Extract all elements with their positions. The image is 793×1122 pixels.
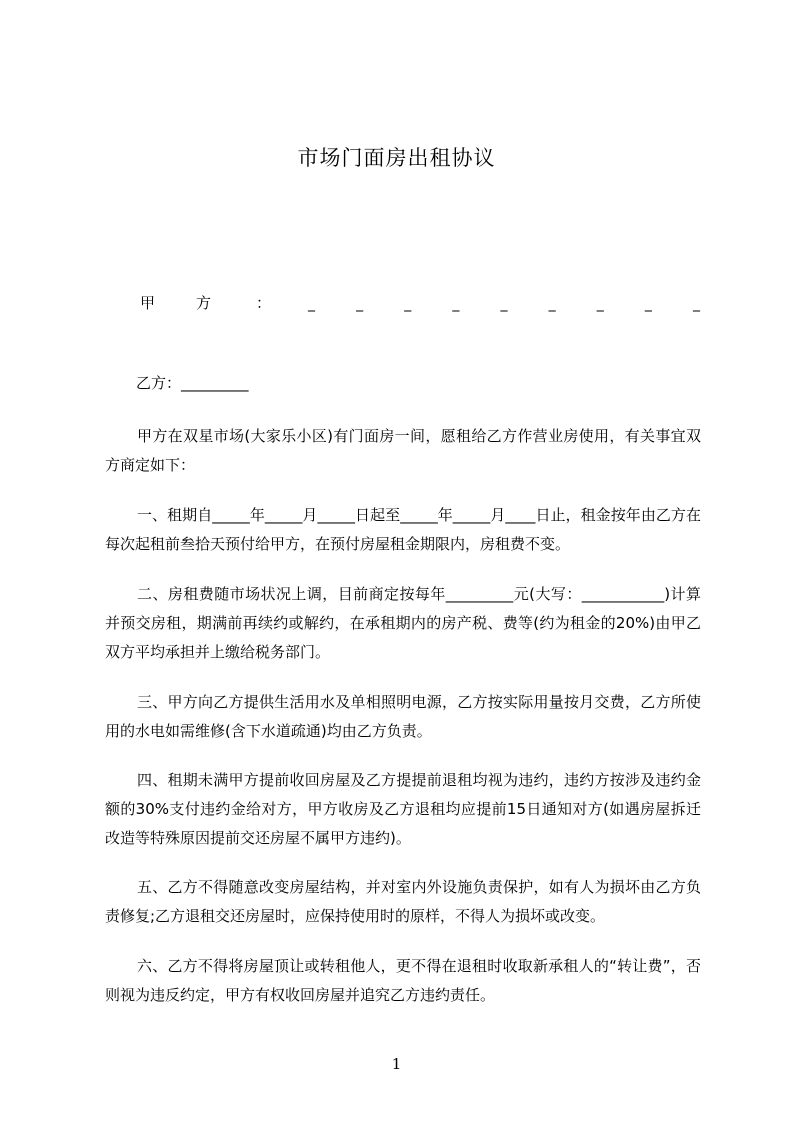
clause-6-paragraph: 六、乙方不得将房屋顶让或转租他人，更不得在退租时收取新承租人的“转让费”，否则视为违反约定，甲方有权收回房屋并追究乙方违约责任。 (105, 957, 701, 1004)
blank-mark: _ (356, 296, 364, 312)
page-number: 1 (391, 1055, 402, 1073)
blank-mark: _ (404, 296, 412, 312)
blank-mark: _ (596, 296, 604, 312)
blank-mark: _ (452, 296, 460, 312)
clause-1-paragraph: 一、租期自_____年_____月_____日起至_____年_____月____日止，租金按年由乙方在每次起租前叁拾天预付给甲方，在预付房屋租金期限内，房租费不变。 (105, 506, 701, 553)
blank-mark: _ (500, 296, 508, 312)
blank-mark: _ (693, 296, 700, 312)
party-a-label-char1: 甲 (140, 294, 156, 312)
party-b-line: 乙方：_________ (136, 374, 249, 392)
clause-5-paragraph: 五、乙方不得随意改变房屋结构，并对室内外设施负责保护，如有人为损坏由乙方负责修复;乙方退租交还房屋时，应保持使用时的原样，不得人为损坏或改变。 (105, 878, 701, 925)
intro-paragraph: 甲方在双星市场(大家乐小区)有门面房一间，愿租给乙方作营业房使用，有关事宜双方商定如下： (105, 427, 701, 474)
clause-3-paragraph: 三、甲方向乙方提供生活用水及单相照明电源，乙方按实际用量按月交费，乙方所使用的水电如需维修(含下水道疏通)均由乙方负责。 (105, 693, 701, 740)
blank-mark: _ (308, 296, 315, 312)
document-title: 市场门面房出租协议 (297, 146, 496, 170)
clause-4-paragraph: 四、租期未满甲方提前收回房屋及乙方提提前退租均视为违约，违约方按涉及违约金额的30%支付违约金给对方，甲方收房及乙方退租均应提前15日通知对方(如遇房屋拆迁改造等特殊原因提前交还房屋不属甲方违约)。 (105, 771, 701, 847)
blank-mark: _ (644, 296, 652, 312)
blank-mark: _ (548, 296, 556, 312)
clause-2-paragraph: 二、房租费随市场状况上调，目前商定按每年_________元(大写：___________)计算并预交房租，期满前再续约或解约，在承租期内的房产税、费等(约为租金的20%)由甲乙双方平均承担并上缴给税务部门。 (105, 585, 701, 661)
party-a-colon: ： (256, 294, 272, 312)
party-a-label-char2: 方 (196, 294, 212, 312)
party-a-blank (308, 296, 700, 312)
party-a-line (140, 292, 700, 316)
